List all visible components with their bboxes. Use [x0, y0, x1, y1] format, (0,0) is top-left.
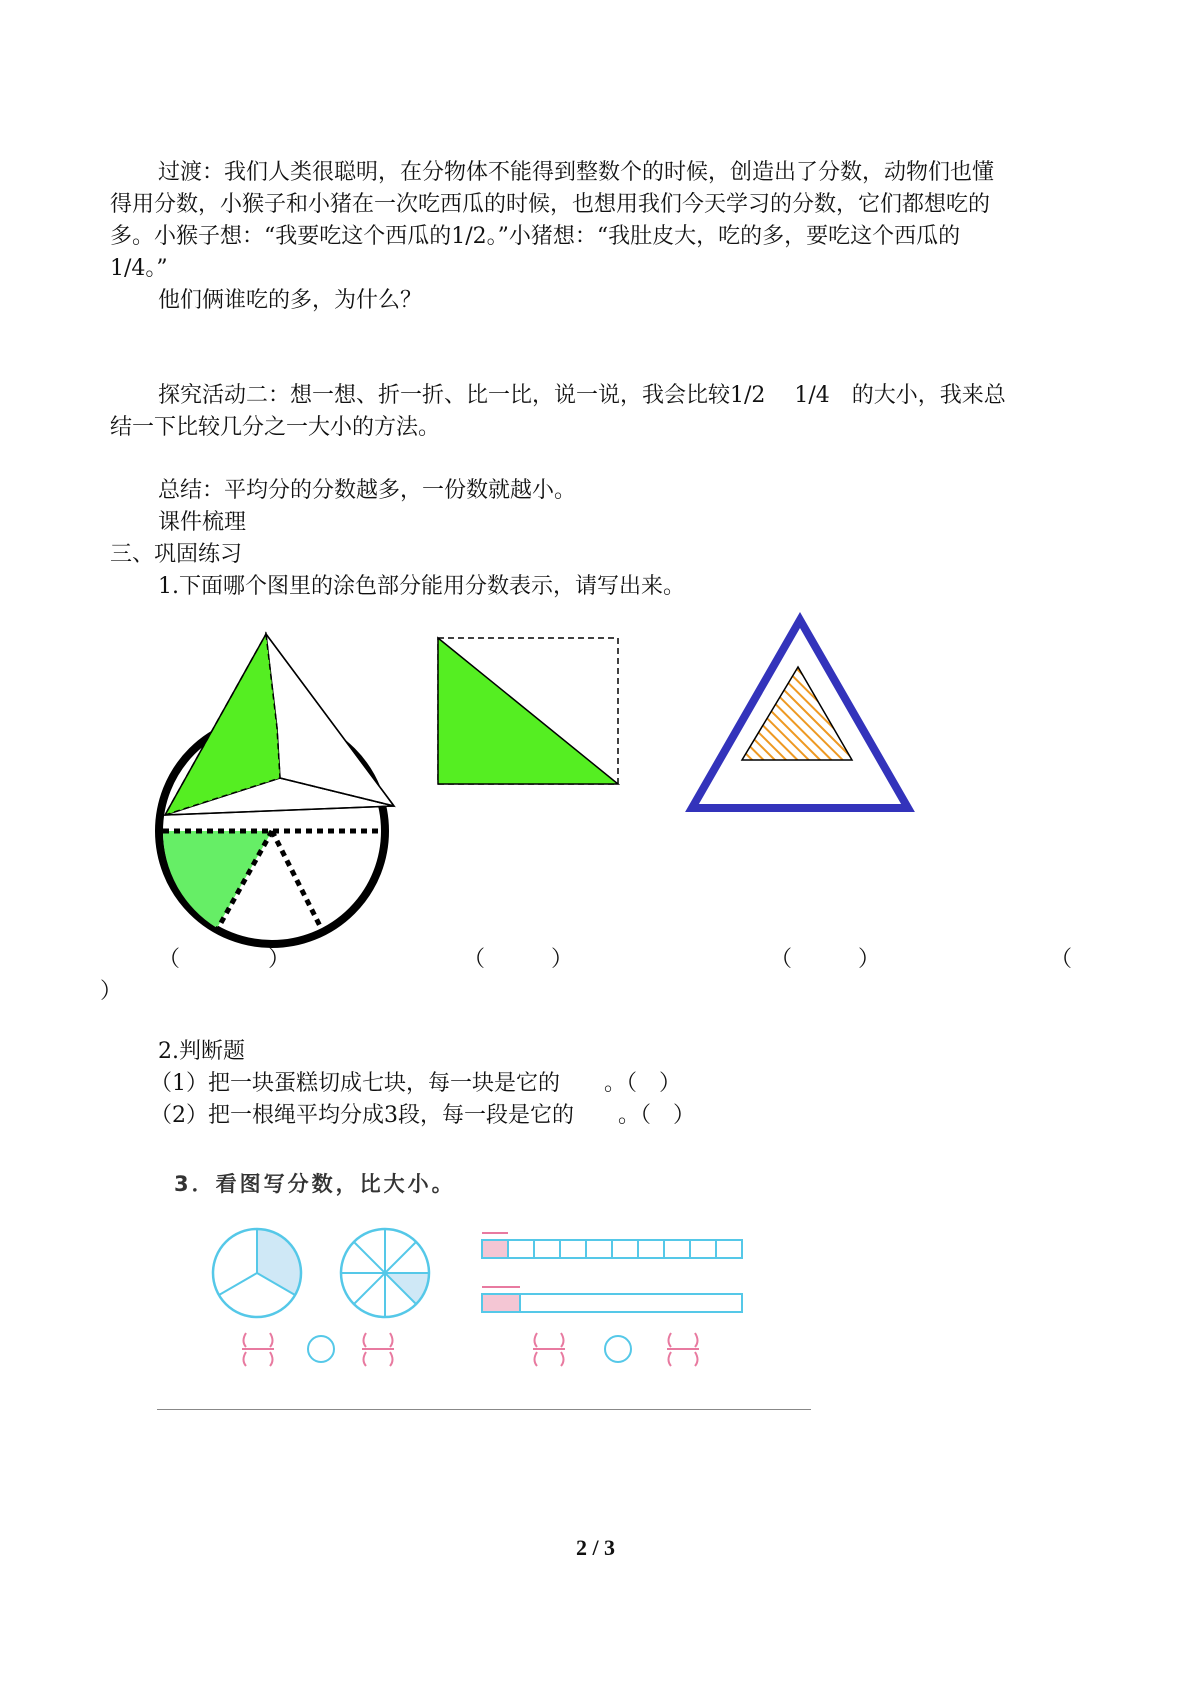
courseware-text: 课件梳理 — [158, 510, 247, 535]
section-divider — [157, 1409, 811, 1410]
answer-blank-3[interactable]: （ ） — [770, 947, 881, 972]
judge-item-2: （2）把一根绳平均分成3段，每一段是它的 。（ ） — [150, 1103, 695, 1128]
exercise2-title: 2.判断题 — [158, 1039, 245, 1064]
answer-blank-1[interactable]: （ ） — [158, 947, 291, 972]
exercise1-text: 1.下面哪个图里的涂色部分能用分数表示，请写出来。 — [158, 574, 685, 599]
exercise3-title: 3．看图写分数，比大小。 — [174, 1172, 456, 1196]
answer-blank-4-close[interactable]: ） — [100, 979, 123, 1004]
compare-circle-right — [605, 1336, 631, 1362]
fraction-blank-bar-right — [667, 1333, 699, 1366]
pyramid-circle-figure — [140, 628, 410, 948]
transition-line-3: 多。小猴子想：“我要吃这个西瓜的1/2。”小猪想：“我肚皮大，吃的多，要吃这个西瓜的 — [110, 224, 961, 249]
circle-eighths — [341, 1229, 429, 1317]
transition-line-4: 1/4。” — [110, 256, 168, 281]
page-number: 2 / 3 — [575, 1535, 616, 1560]
transition-line-2: 得用分数，小猴子和小猪在一次吃西瓜的时候，也想用我们今天学习的分数，它们都想吃的 — [110, 192, 991, 217]
transition-line-1: 过渡：我们人类很聪明，在分物体不能得到整数个的时候，创造出了分数，动物们也懂 — [158, 160, 995, 185]
compare-circle-left — [308, 1336, 334, 1362]
exercise3-figure — [200, 1215, 760, 1385]
question-text: 他们俩谁吃的多，为什么？ — [158, 288, 423, 313]
section3-heading: 三、巩固练习 — [110, 542, 243, 567]
rectangle-figure — [436, 636, 622, 788]
fraction-blank-middle — [362, 1333, 394, 1366]
judge-item-1: （1）把一块蛋糕切成七块，每一块是它的 。（ ） — [150, 1071, 681, 1096]
circle-thirds — [213, 1229, 301, 1317]
activity2-line-1: 探究活动二：想一想、折一折、比一比，说一说，我会比较1/2 1/4 的大小，我来总 — [158, 383, 1006, 408]
summary-text: 总结：平均分的分数越多，一份数就越小。 — [158, 478, 577, 503]
fraction-blank-bar-left — [533, 1333, 565, 1366]
bar-top — [482, 1233, 742, 1258]
activity2-line-2: 结一下比较几分之一大小的方法。 — [110, 415, 441, 440]
bar-bottom — [482, 1287, 742, 1312]
answer-blank-2[interactable]: （ ） — [463, 947, 574, 972]
triangle-figure — [682, 612, 918, 818]
answer-blank-4-open[interactable]: （ — [1050, 947, 1073, 972]
fraction-blank-left — [242, 1333, 274, 1366]
circle-shaded-sector — [163, 831, 272, 928]
